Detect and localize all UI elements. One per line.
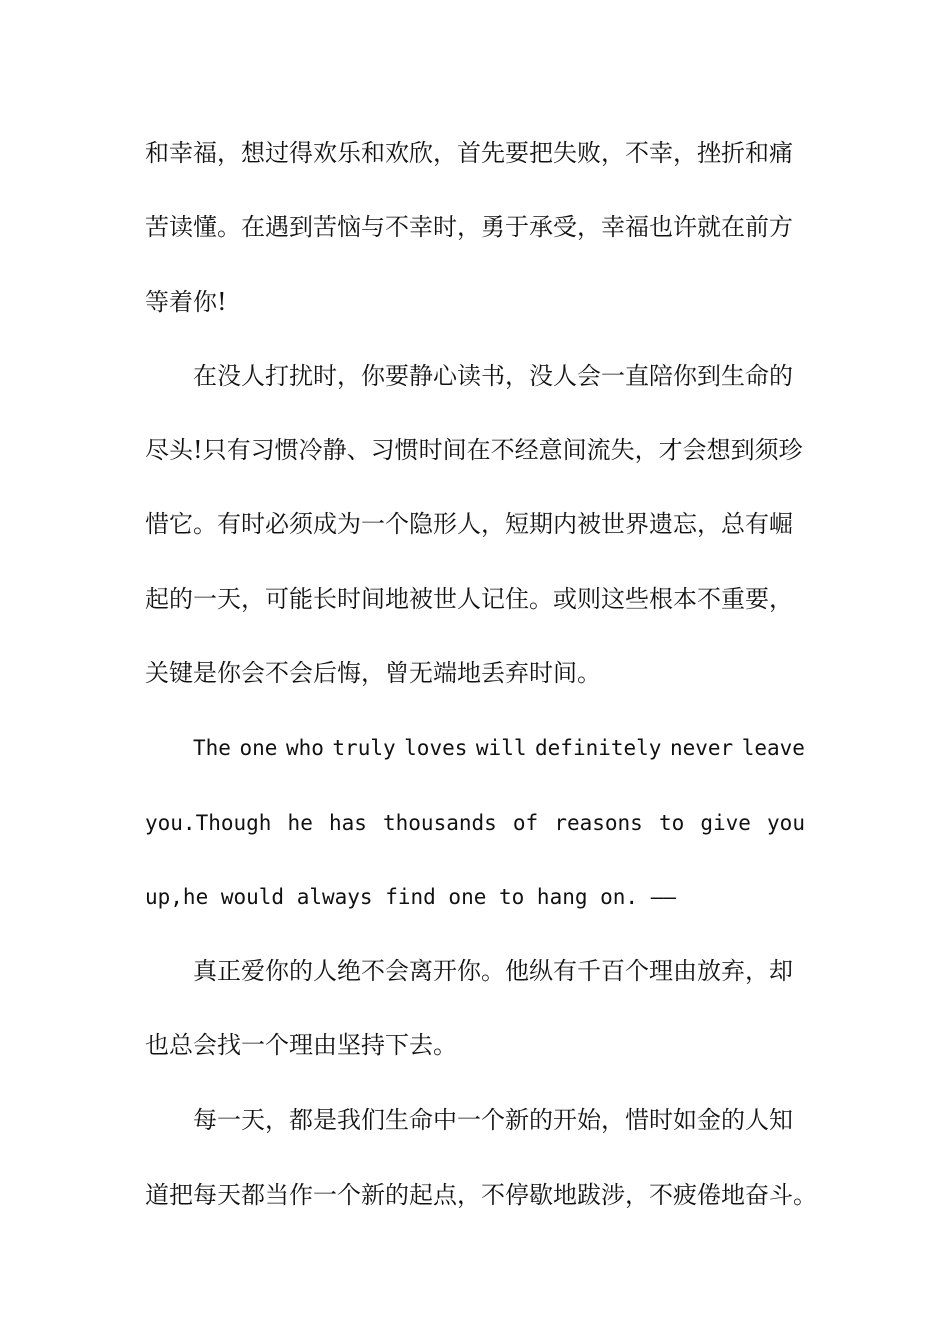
paragraph-2-line-1: 在没人打扰时，你要静心读书，没人会一直陪你到生命的 bbox=[193, 362, 793, 390]
word: truly bbox=[332, 736, 396, 760]
word: leave bbox=[741, 736, 805, 760]
word: loves bbox=[404, 736, 468, 760]
word: reasons bbox=[554, 811, 643, 835]
paragraph-2-line-4: 起的一天，可能长时间地被世人记住。或则这些根本不重要， bbox=[145, 585, 793, 613]
word: never bbox=[669, 736, 734, 760]
paragraph-3-line-3: up,he would always find one to hang on. —— bbox=[145, 885, 677, 909]
paragraph-4-line-2: 也总会找一个理由坚持下去。 bbox=[145, 1031, 457, 1059]
paragraph-5-line-1: 每一天，都是我们生命中一个新的开始，惜时如金的人知 bbox=[193, 1106, 793, 1134]
paragraph-2-line-2: 尽头!只有习惯冷静、习惯时间在不经意间流失，才会想到须珍 bbox=[145, 436, 803, 464]
paragraph-1-line-2: 苦读懂。在遇到苦恼与不幸时，勇于承受，幸福也许就在前方 bbox=[145, 213, 793, 241]
word: will bbox=[475, 736, 527, 760]
word: he bbox=[287, 811, 313, 835]
paragraph-4-line-1: 真正爱你的人绝不会离开你。他纵有千百个理由放弃，却 bbox=[193, 957, 793, 985]
word: has bbox=[328, 811, 367, 835]
word: one bbox=[239, 736, 278, 760]
paragraph-5-line-2: 道把每天都当作一个新的起点，不停歇地跋涉，不疲倦地奋斗。 bbox=[145, 1181, 817, 1209]
word: of bbox=[512, 811, 539, 835]
paragraph-3-line-2 bbox=[145, 808, 805, 838]
word: thousands bbox=[383, 811, 497, 835]
word: give bbox=[700, 811, 751, 835]
word: you.Though bbox=[145, 811, 272, 835]
paragraph-2-line-5: 关键是你会不会后悔，曾无端地丢弃时间。 bbox=[145, 659, 601, 687]
word: you bbox=[767, 811, 805, 835]
word: The bbox=[193, 736, 231, 760]
paragraph-3-line-1 bbox=[193, 733, 805, 763]
paragraph-1-line-1: 和幸福，想过得欢乐和欢欣，首先要把失败，不幸，挫折和痛 bbox=[145, 139, 793, 167]
word: to bbox=[658, 811, 685, 835]
paragraph-1-line-3: 等着你! bbox=[145, 288, 227, 316]
word: definitely bbox=[535, 736, 662, 760]
word: who bbox=[285, 736, 324, 760]
paragraph-2-line-3: 惜它。有时必须成为一个隐形人，短期内被世界遗忘，总有崛 bbox=[145, 510, 793, 538]
